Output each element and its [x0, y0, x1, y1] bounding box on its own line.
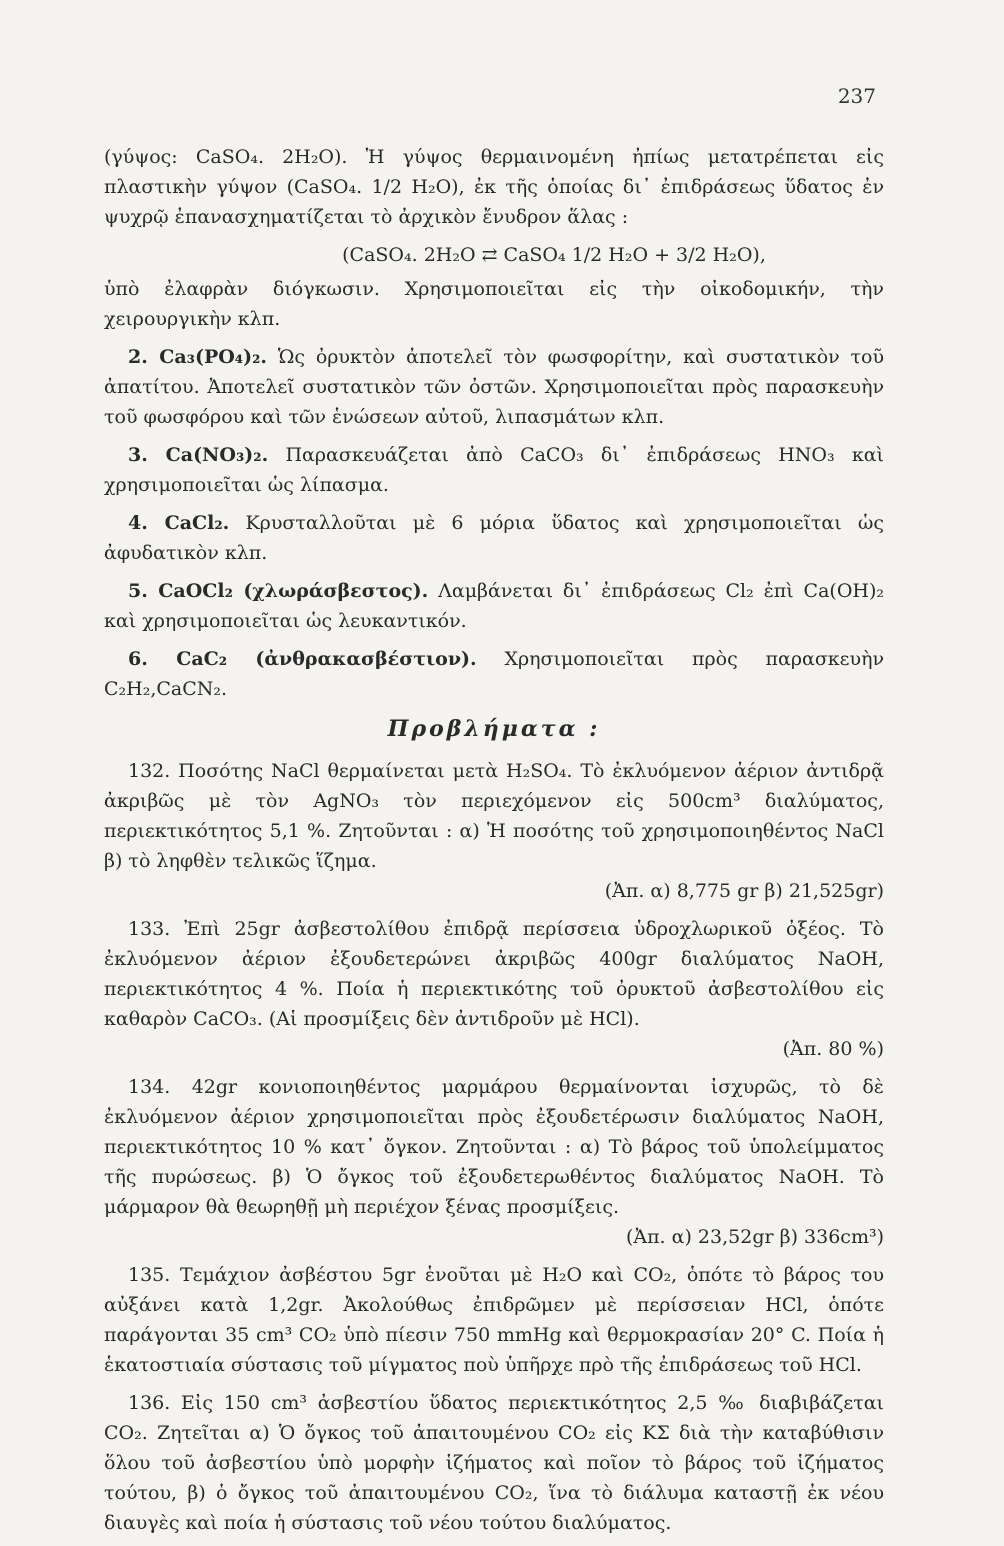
problem	[104, 1260, 884, 1380]
item-text: Κρυσταλλοῦται μὲ 6 μόρια ὕδατος καὶ χρησιμοποιεῖται ὡς ἀφυδατικὸν κλπ.	[104, 512, 885, 564]
list-item	[104, 440, 884, 500]
problem-text: 132. Ποσότης NaCl θερμαίνεται μετὰ H₂SO₄. Τὸ ἐκλυόμενον ἀέριον ἀντιδρᾷ ἀκριβῶς μὲ τὸν AgNO₃ τὸν περιεχόμενον εἰς 500cm³ διαλύματος, περιεκτικότητος 5,1 %. Ζητοῦνται : α) Ἡ ποσότης τοῦ χρησιμοποιηθέντος NaCl β) τὸ ληφθὲν τελικῶς ἵζημα.	[104, 760, 884, 872]
list-item	[104, 576, 884, 636]
problem	[104, 756, 884, 906]
page-body	[104, 142, 884, 1546]
problem-answer: (Ἀπ. α) 23,52gr β) 336cm³)	[625, 1226, 884, 1248]
item-heading: 3. Ca(NO₃)₂.	[128, 444, 269, 466]
problem-text: 135. Τεμάχιον ἀσβέστου 5gr ἑνοῦται μὲ H₂O καὶ CO₂, ὁπότε τὸ βάρος του αὐξάνει κατὰ 1,2gr. Ἀκολούθως ἐπιδρῶμεν μὲ περίσσειαν HCl, ὁπότε παράγονται 35 cm³ CO₂ ὑπὸ πίεσιν 750 mmHg καὶ θερμοκρασίαν 20° C. Ποία ἡ ἑκατοστιαία σύστασις τοῦ μίγματος ποὺ ὑπῆρχε πρὸ τῆς ἐπιδράσεως τοῦ HCl.	[104, 1264, 884, 1376]
item-heading: 6. CaC₂ (ἀνθρακασβέστιον).	[128, 648, 477, 670]
problem-answer: (Ἀπ. 80 %)	[782, 1038, 884, 1060]
item-text: Ὡς ὀρυκτὸν ἀποτελεῖ τὸν φωσφορίτην, καὶ συστατικὸν τοῦ ἀπατίτου. Ἀποτελεῖ συστατικὸν τῶν ὀστῶν. Χρησιμοποιεῖται πρὸς παρασκευὴν τοῦ φωσφόρου καὶ τῶν ἑνώσεων αὐτοῦ, λιπασμάτων κλπ.	[104, 346, 884, 428]
problem-answer: (Ἀπ. α) 8,775 gr β) 21,525gr)	[604, 880, 884, 902]
problem	[104, 1388, 884, 1538]
problem-text: 134. 42gr κονιοποιηθέντος μαρμάρου θερμαίνονται ἰσχυρῶς, τὸ δὲ ἐκλυόμενον ἀέριον χρησιμοποιεῖται πρὸς ἐξουδετέρωσιν διαλύματος NaOH, περιεκτικότητος 10 % κατ᾽ ὄγκον. Ζητοῦνται : α) Τὸ βάρος τοῦ ὑπολείμματος τῆς πυρώσεως. β) Ὁ ὄγκος τοῦ ἐξουδετερωθέντος διαλύματος NaOH. Τὸ μάρμαρον θὰ θεωρηθῇ μὴ περιέχον ξένας προσμίξεις.	[104, 1076, 884, 1218]
problem	[104, 1072, 884, 1252]
page-number: 237	[837, 84, 876, 108]
item-heading: 5. CaOCl₂ (χλωράσβεστος).	[128, 580, 429, 602]
problem-text: 133. Ἐπὶ 25gr ἀσβεστολίθου ἐπιδρᾷ περίσσεια ὑδροχλωρικοῦ ὀξέος. Τὸ ἐκλυόμενον ἀέριον ἐξουδετερώνει ἀκριβῶς 400gr διαλύματος NaOH, περιεκτικότητος 4 %. Ποία ἡ περιεκτικότης τοῦ ὀρυκτοῦ ἀσβεστολίθου εἰς καθαρὸν CaCO₃. (Αἱ προσμίξεις δὲν ἀντιδροῦν μὲ HCl).	[104, 918, 884, 1030]
item-heading: 2. Ca₃(PO₄)₂.	[128, 346, 268, 368]
item-heading: 4. CaCl₂.	[128, 512, 230, 534]
item-text: Λαμβάνεται δι᾽ ἐπιδράσεως Cl₂ ἐπὶ Ca(OH)₂ καὶ χρησιμοποιεῖται ὡς λευκαντικόν.	[104, 580, 885, 632]
section-title: Προβλήματα :	[387, 716, 601, 742]
item-text: Χρησιμοποιεῖται πρὸς παρασκευὴν C₂H₂,CaCN₂.	[104, 648, 885, 700]
problem	[104, 914, 884, 1064]
item-text: Παρασκευάζεται ἀπὸ CaCO₃ δι᾽ ἐπιδράσεως HNO₃ καὶ χρησιμοποιεῖται ὡς λίπασμα.	[104, 444, 885, 496]
list-item	[104, 508, 884, 568]
intro-continuation: ὑπὸ ἐλαφρὰν διόγκωσιν. Χρησιμοποιεῖται εἰς τὴν οἰκοδομικήν, τὴν χειρουργικὴν κλπ.	[104, 278, 884, 330]
intro-paragraph: (γύψος: CaSO₄. 2H₂O). Ἡ γύψος θερμαινομένη ἠπίως μετατρέπεται εἰς πλαστικὴν γύψον (CaSO₄. 1/2 H₂O), ἐκ τῆς ὁποίας δι᾽ ἐπιδράσεως ὕδατος ἐν ψυχρῷ ἐπανασχηματίζεται τὸ ἀρχικὸν ἔνυδρον ἅλας :	[104, 146, 884, 228]
equation: (CaSO₄. 2H₂O ⇄ CaSO₄ 1/2 H₂O + 3/2 H₂O),	[342, 244, 766, 266]
problem-text: 136. Εἰς 150 cm³ ἀσβεστίου ὕδατος περιεκτικότητος 2,5 ‰ διαβιβάζεται CO₂. Ζητεῖται α) Ὁ ὄγκος τοῦ ἀπαιτουμένου CO₂ εἰς ΚΣ διὰ τὴν καταβύθισιν ὅλου τοῦ ἀσβεστίου ὑπὸ μορφὴν ἱζήματος καὶ ποῖον τὸ βάρος τοῦ ἱζήματος τούτου, β) ὁ ὄγκος τοῦ ἀπαιτουμένου CO₂, ἵνα τὸ διάλυμα καταστῇ ἐκ νέου διαυγὲς καὶ ποία ἡ σύστασις τοῦ νέου τούτου διαλύματος.	[104, 1392, 884, 1534]
list-item	[104, 644, 884, 704]
list-item	[104, 342, 884, 432]
